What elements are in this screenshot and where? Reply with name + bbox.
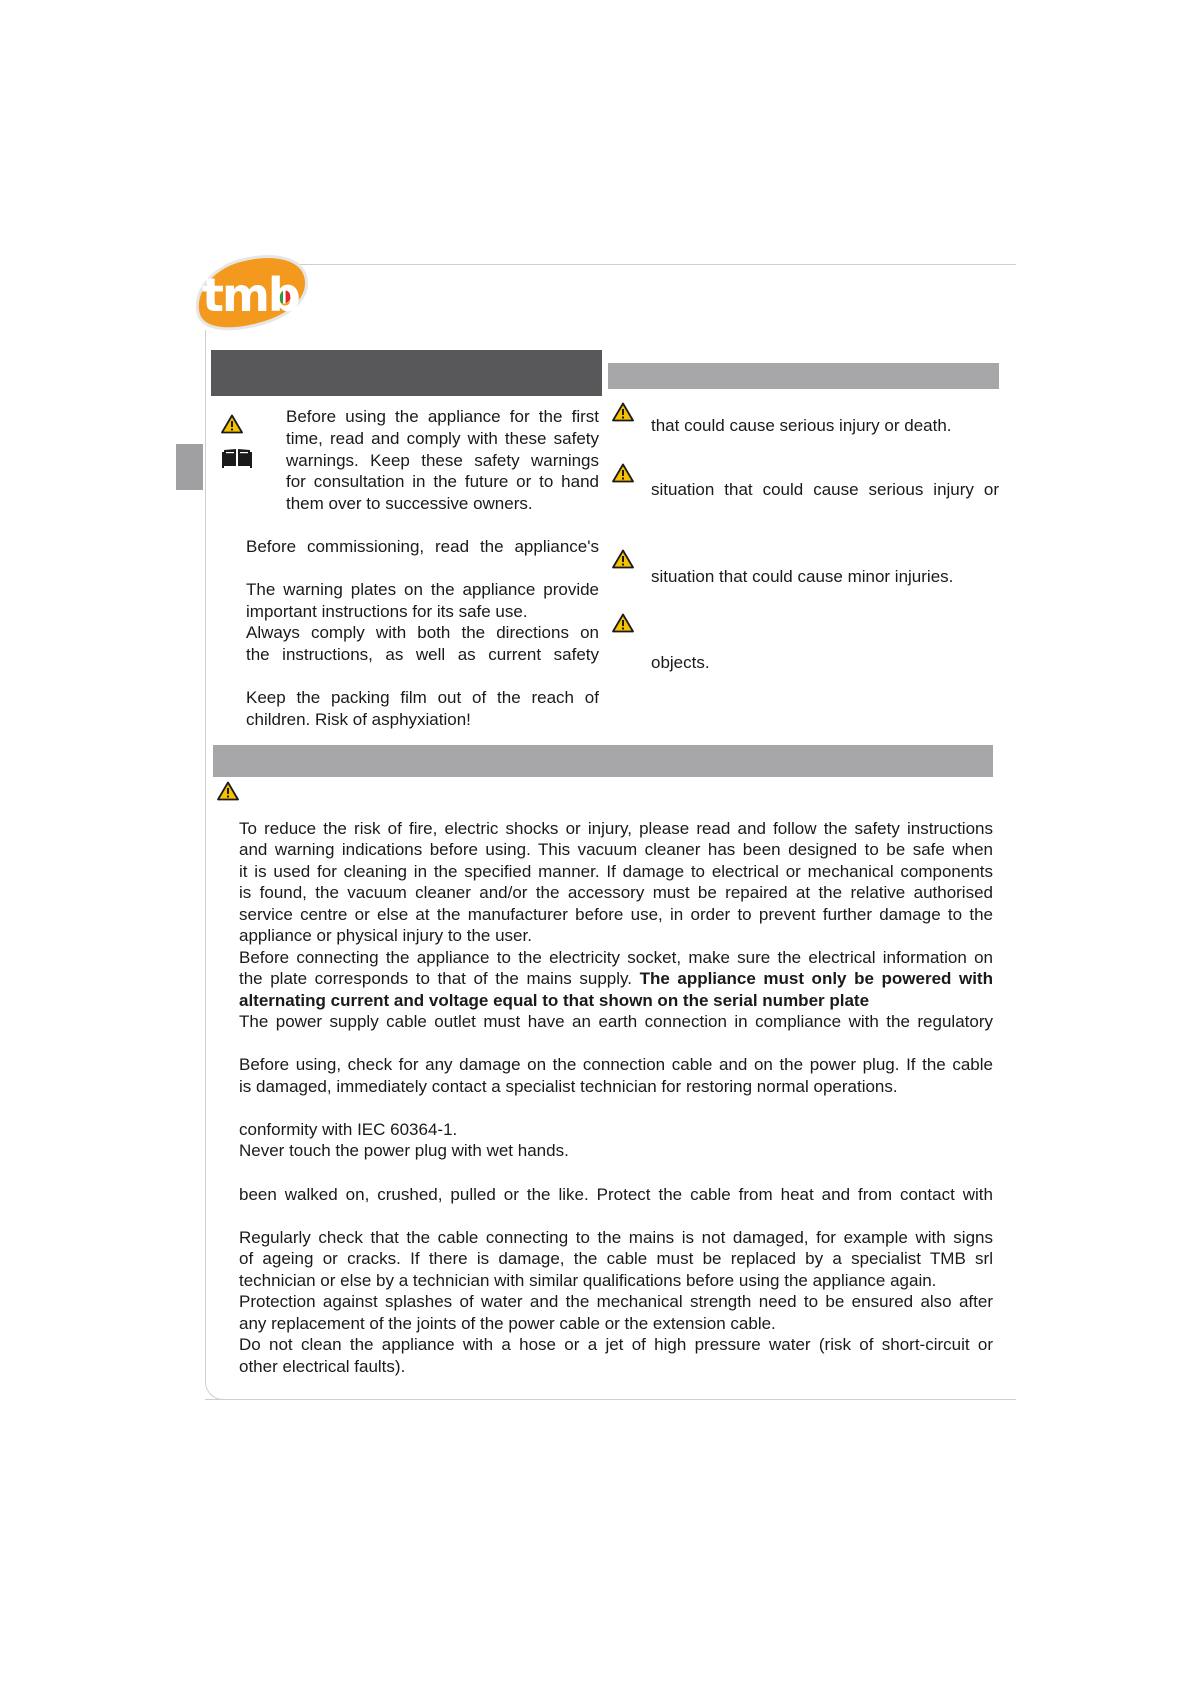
intro-line-2: time, read and comply with these safety [286, 429, 599, 448]
intro-line-1: Before using the appliance for the first [286, 407, 599, 426]
plates-line-2: important instructions for its safe use. [246, 602, 528, 621]
body-p1-line-2: and warning indications before using. This vacuum cleaner has been designed to be safe when [239, 840, 993, 859]
packing-line-1: Keep the packing film out of the reach of [246, 688, 599, 707]
comply-line-2: the instructions, as well as current safety [246, 645, 599, 664]
body-p8-line-2: any replacement of the joints of the power cable or the extension cable. [239, 1314, 776, 1333]
safety-section-header-bar [213, 745, 993, 777]
right-item-3: situation that could cause minor injuries. [651, 567, 954, 586]
body-p4-line-2: is damaged, immediately contact a specialist technician for restoring normal operations. [239, 1077, 898, 1096]
intro-line-5: them over to successive owners. [286, 494, 533, 513]
manual-book-icon [222, 446, 252, 468]
warning-icon [612, 463, 634, 483]
section-side-tab [176, 444, 203, 490]
body-p8-line-1: Protection against splashes of water and the mechanical strength need to be ensured also after [239, 1292, 993, 1311]
right-item-2: situation that could cause serious injury or [651, 480, 999, 499]
body-p4-line-1: Before using, check for any damage on the connection cable and on the power plug. If the cable [239, 1055, 993, 1074]
tmb-logo [186, 246, 314, 342]
body-p9-line-1: Do not clean the appliance with a hose or a jet of high pressure water (risk of short-circuit or [239, 1335, 993, 1354]
body-p1-line-3: it is used for cleaning in the specified manner. If damage to electrical or mechanical components [239, 862, 993, 881]
right-section-header-bar [608, 363, 999, 389]
warning-icon [612, 613, 634, 633]
body-p7-line-1: Regularly check that the cable connecting to the mains is not damaged, for example with signs [239, 1228, 993, 1247]
body-p7-line-3: technician or else by a technician with similar qualifications before using the appliance again. [239, 1271, 937, 1290]
body-p1-line-5: service centre or else at the manufacturer before use, in order to prevent further damage to the [239, 905, 993, 924]
intro-line-3: warnings. Keep these safety warnings [286, 451, 599, 470]
logo-text: tmb [202, 268, 299, 322]
plates-line-1: The warning plates on the appliance provide [246, 580, 599, 599]
right-item-4: objects. [651, 653, 710, 672]
body-p6: been walked on, crushed, pulled or the like. Protect the cable from heat and from contact with [239, 1185, 993, 1204]
body-p9-line-2: other electrical faults). [239, 1357, 406, 1376]
body-p2-line-1: Before connecting the appliance to the electricity socket, make sure the electrical information on [239, 948, 993, 967]
warning-icon [612, 402, 634, 422]
left-section-header-bar [211, 350, 602, 396]
body-p1-line-4: is found, the vacuum cleaner and/or the accessory must be repaired at the relative authorised [239, 883, 993, 902]
body-p1-line-6: appliance or physical injury to the user. [239, 926, 532, 945]
body-p2-line-2-regular: the plate corresponds to that of the mains supply. [239, 969, 640, 988]
body-p2-line-2-bold: The appliance must only be powered with [639, 969, 993, 988]
body-p7-line-2: of ageing or cracks. If there is damage, the cable must be replaced by a specialist TMB srl [239, 1249, 993, 1268]
frame-bottom-line [205, 1399, 1016, 1400]
warning-icon [612, 549, 634, 569]
commissioning-text: Before commissioning, read the appliance's [246, 537, 599, 556]
body-p3: The power supply cable outlet must have an earth connection in compliance with the regulatory [239, 1012, 993, 1031]
warning-icon [217, 781, 239, 801]
body-p5-line-2: Never touch the power plug with wet hands. [239, 1141, 569, 1160]
body-p5-line-1: conformity with IEC 60364-1. [239, 1120, 458, 1139]
intro-line-4: for consultation in the future or to hand [286, 472, 599, 491]
frame-corner [205, 1380, 227, 1400]
packing-line-2: children. Risk of asphyxiation! [246, 710, 471, 729]
frame-top-line [300, 264, 1016, 265]
warning-icon [221, 414, 243, 434]
body-p1-line-1: To reduce the risk of fire, electric shocks or injury, please read and follow the safety instructions [239, 819, 993, 838]
comply-line-1: Always comply with both the directions on [246, 623, 599, 642]
body-p2-line-3: alternating current and voltage equal to that shown on the serial number plate [239, 991, 870, 1010]
right-item-1: that could cause serious injury or death. [651, 416, 952, 435]
frame-left-line [205, 330, 206, 1380]
body-p2-line-2 [239, 968, 993, 990]
